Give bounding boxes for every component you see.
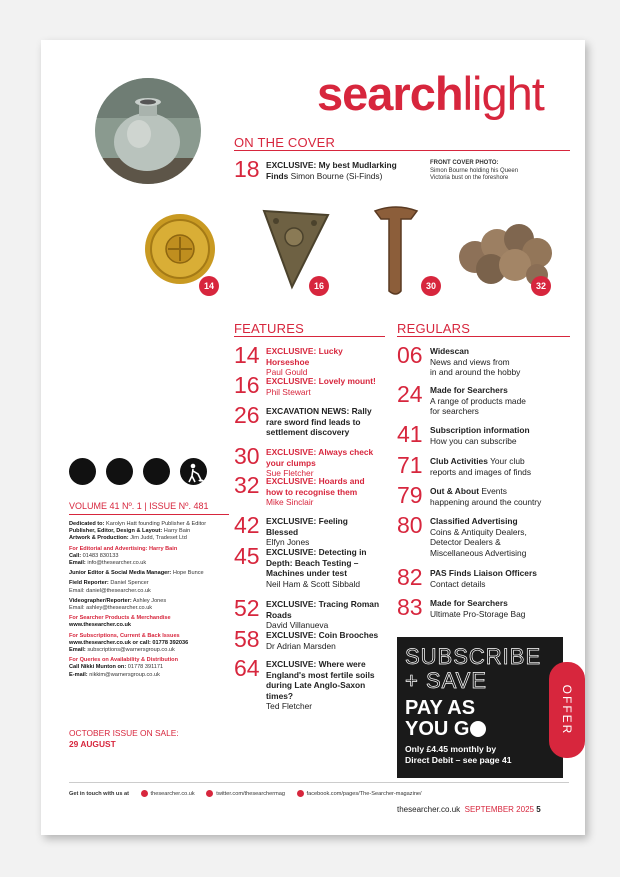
regular-page-number: 24 bbox=[397, 381, 423, 407]
feature-author: Paul Gould bbox=[266, 367, 308, 378]
masthead-label: Junior Editor & Social Media Manager: bbox=[69, 570, 172, 577]
masthead-line bbox=[69, 647, 239, 654]
feature-title[interactable] bbox=[266, 376, 391, 397]
masthead-line bbox=[69, 546, 239, 553]
feature-author: Elfyn Jones bbox=[266, 537, 310, 548]
feature-title-line: Machines under test bbox=[266, 568, 347, 579]
regular-name: Widescan bbox=[430, 346, 470, 356]
regular-desc: Miscellaneous Advertising bbox=[430, 547, 527, 558]
regular-desc: Events bbox=[481, 486, 507, 496]
regular-name: PAS Finds Liaison Officers bbox=[430, 568, 537, 578]
regular-name: Made for Searchers bbox=[430, 598, 508, 608]
feature-title[interactable] bbox=[266, 630, 391, 651]
masthead-line bbox=[69, 598, 239, 605]
feature-title-line: settlement discovery bbox=[266, 427, 350, 438]
regular-desc: reports and images of finds bbox=[430, 466, 532, 477]
feature-page-number: 58 bbox=[234, 626, 260, 652]
cover-item-number: 18 bbox=[234, 156, 260, 182]
divider bbox=[397, 336, 570, 337]
masthead-line bbox=[69, 672, 239, 679]
feature-title-line: Roads bbox=[266, 609, 292, 620]
on-the-cover-heading: ON THE COVER bbox=[234, 135, 336, 150]
feature-title[interactable] bbox=[266, 476, 391, 508]
regular-page-number: 83 bbox=[397, 594, 423, 620]
feature-title[interactable] bbox=[266, 659, 391, 712]
dot-icon bbox=[69, 458, 96, 485]
feature-title-line: Blessed bbox=[266, 526, 299, 537]
feature-page-number: 30 bbox=[234, 443, 260, 469]
masthead-label: Email: bbox=[69, 560, 86, 567]
regular-title[interactable] bbox=[430, 486, 570, 507]
feature-title-line: times? bbox=[266, 690, 293, 701]
feature-page-number: 26 bbox=[234, 402, 260, 428]
masthead-label: Dedicated to: bbox=[69, 521, 105, 527]
divider bbox=[69, 514, 229, 515]
feature-title-line: EXCLUSIVE: Lucky bbox=[266, 346, 343, 356]
divider bbox=[234, 150, 570, 151]
feature-title[interactable] bbox=[266, 447, 391, 479]
regular-page-number: 06 bbox=[397, 342, 423, 368]
subscribe-text: SUBSCRIBE bbox=[405, 644, 542, 669]
masthead-line bbox=[69, 657, 239, 664]
masthead-line bbox=[69, 570, 239, 577]
regular-title[interactable] bbox=[430, 516, 570, 558]
feature-title-line: EXCAVATION NEWS: Rally bbox=[266, 406, 372, 416]
regular-name: Made for Searchers bbox=[430, 385, 508, 395]
masthead-label: www.thesearcher.co.uk bbox=[69, 622, 131, 629]
regular-title[interactable] bbox=[430, 425, 570, 446]
feature-title-line: Horseshoe bbox=[266, 356, 310, 367]
dot-icon bbox=[143, 458, 170, 485]
feature-author: Phil Stewart bbox=[266, 386, 311, 397]
masthead-line bbox=[69, 615, 239, 622]
feature-page-number: 52 bbox=[234, 595, 260, 621]
feature-title-line: your clumps bbox=[266, 457, 316, 468]
masthead-label: www.thesearcher.co.uk or call: 01778 392036 bbox=[69, 639, 189, 646]
page-footer: thesearcher.co.uk SEPTEMBER 2025 5 bbox=[397, 805, 541, 814]
regular-name: Club Activities bbox=[430, 456, 488, 466]
feature-title-line: during Late Anglo-Saxon bbox=[266, 680, 366, 691]
feature-title-line: EXCLUSIVE: Lovely mount! bbox=[266, 376, 376, 386]
masthead-label: Field Reporter: bbox=[69, 580, 109, 587]
thumb-badge: 14 bbox=[199, 276, 219, 296]
masthead-line bbox=[69, 535, 239, 542]
regular-page-number: 82 bbox=[397, 564, 423, 590]
regulars-heading: REGULARS bbox=[397, 321, 471, 336]
regular-desc: News and views from bbox=[430, 356, 510, 367]
masthead-line bbox=[69, 580, 239, 587]
masthead-heading: For Editorial and Advertising: Harry Bain bbox=[69, 545, 178, 552]
cover-photo-pot bbox=[95, 78, 201, 184]
masthead-value: Hope Bunce bbox=[171, 570, 204, 577]
feature-title[interactable] bbox=[266, 346, 391, 378]
feature-page-number: 42 bbox=[234, 512, 260, 538]
divider bbox=[234, 336, 385, 337]
facebook-link[interactable]: facebook.com/pages/The-Searcher-magazine/ bbox=[306, 790, 422, 797]
logo-bold: search bbox=[317, 67, 463, 120]
divider bbox=[69, 782, 569, 783]
regular-desc: in and around the hobby bbox=[430, 367, 521, 378]
features-heading: FEATURES bbox=[234, 321, 304, 336]
regular-title[interactable] bbox=[430, 385, 570, 417]
feature-author: Ted Fletcher bbox=[266, 701, 313, 712]
masthead-value: Ashley Jones bbox=[131, 597, 167, 604]
regular-desc: for searchers bbox=[430, 406, 479, 417]
feature-title-line: England's most fertile soils bbox=[266, 669, 375, 680]
masthead-line bbox=[69, 528, 239, 535]
masthead-value: subscriptions@warnersgroup.co.uk bbox=[85, 647, 175, 654]
masthead-value: 01483 830133 bbox=[81, 552, 119, 559]
feature-page-number: 45 bbox=[234, 543, 260, 569]
masthead-line bbox=[69, 633, 239, 640]
masthead-value: Karolyn Hatt founding Publisher & Editor bbox=[104, 521, 207, 527]
next-issue-on-sale: OCTOBER ISSUE ON SALE: 29 AUGUST bbox=[69, 728, 179, 749]
feature-title-line: EXCLUSIVE: Where were bbox=[266, 659, 366, 669]
feature-title[interactable] bbox=[266, 547, 391, 589]
regular-page-number: 41 bbox=[397, 421, 423, 447]
feature-title-line: EXCLUSIVE: Tracing Roman bbox=[266, 599, 380, 609]
regular-desc: happening around the country bbox=[430, 496, 542, 507]
feature-page-number: 64 bbox=[234, 655, 260, 681]
magazine-page bbox=[41, 40, 585, 835]
regular-title[interactable] bbox=[430, 346, 570, 378]
masthead-label: Artwork & Production: bbox=[69, 535, 129, 542]
thumb-badge: 32 bbox=[531, 276, 551, 296]
regular-page-number: 79 bbox=[397, 482, 423, 508]
feature-author: Neil Ham & Scott Sibbald bbox=[266, 578, 361, 589]
masthead-value: 01778 391171 bbox=[126, 664, 164, 671]
save-text: + SAVE bbox=[405, 668, 488, 693]
website-link[interactable]: thesearcher.co.uk bbox=[150, 790, 195, 797]
feature-title-line: EXCLUSIVE: Always check bbox=[266, 447, 374, 457]
masthead-line bbox=[69, 622, 239, 629]
thumb-badge: 30 bbox=[421, 276, 441, 296]
dot-icon bbox=[106, 458, 133, 485]
feature-title-line: EXCLUSIVE: Coin Brooches bbox=[266, 630, 379, 640]
masthead-value: Daniel Spencer bbox=[108, 580, 149, 587]
regular-name: Subscription information bbox=[430, 425, 530, 435]
feature-author: Sue Fletcher bbox=[266, 468, 314, 479]
regular-desc: Coins & Antiquity Dealers, bbox=[430, 526, 527, 537]
feature-title-line: EXCLUSIVE: Detecting in bbox=[266, 547, 367, 557]
regular-name: Classified Advertising bbox=[430, 516, 518, 526]
facebook-icon bbox=[297, 790, 304, 797]
contact-footer: Get in touch with us at thesearcher.co.uk twitter.com/thesearchermag facebook.com/pages/The-Searcher-magazine/ bbox=[69, 790, 422, 797]
volume-issue: VOLUME 41 Nº. 1 | ISSUE Nº. 481 bbox=[69, 501, 209, 511]
feature-title[interactable] bbox=[266, 406, 391, 438]
masthead-label: Email: bbox=[69, 647, 86, 654]
masthead-value: Email: daniel@thesearcher.co.uk bbox=[69, 587, 151, 594]
detectorist-icon bbox=[180, 458, 207, 485]
masthead-label: Publisher, Editor, Design & Layout: bbox=[69, 528, 163, 535]
masthead-label: E-mail: bbox=[69, 671, 88, 678]
regular-desc: How you can subscribe bbox=[430, 435, 517, 446]
subscribe-price: Only £4.45 monthly by Direct Debit – see page 41 bbox=[405, 744, 512, 765]
masthead-value: Harry Bain bbox=[162, 528, 191, 535]
masthead-heading: For Subscriptions, Current & Back Issues bbox=[69, 632, 180, 639]
feature-title-line: how to recognise them bbox=[266, 486, 358, 497]
masthead-value: nikkim@warnersgroup.co.uk bbox=[87, 671, 160, 678]
logo-light: light bbox=[462, 67, 544, 120]
regular-desc: Ultimate Pro-Storage Bag bbox=[430, 608, 526, 619]
twitter-icon bbox=[206, 790, 213, 797]
masthead-line bbox=[69, 560, 239, 567]
thumb-sword-pommel bbox=[371, 205, 421, 302]
offer-badge: OFFER bbox=[549, 662, 585, 758]
masthead-credits bbox=[69, 521, 239, 679]
cover-item-title: EXCLUSIVE: My best Mudlarking Finds Simon Bourne (Si-Finds) bbox=[266, 160, 397, 181]
regular-desc: Contact details bbox=[430, 578, 486, 589]
masthead-line bbox=[69, 605, 239, 612]
masthead-line bbox=[69, 553, 239, 560]
feature-title[interactable] bbox=[266, 599, 391, 631]
feature-author: Dr Adrian Marsden bbox=[266, 640, 336, 651]
twitter-link[interactable]: twitter.com/thesearchermag bbox=[216, 790, 285, 797]
feature-page-number: 32 bbox=[234, 472, 260, 498]
regular-desc: Detector Dealers & bbox=[430, 537, 501, 548]
feature-title[interactable] bbox=[266, 516, 391, 548]
web-icon bbox=[141, 790, 148, 797]
pay-as-text: PAY AS bbox=[405, 697, 476, 719]
masthead-label: Videographer/Reporter: bbox=[69, 597, 132, 604]
masthead-value: Email: ashley@thesearcher.co.uk bbox=[69, 605, 153, 612]
regular-title[interactable] bbox=[430, 456, 570, 477]
masthead-line bbox=[69, 640, 239, 647]
feature-author: David Villanueva bbox=[266, 620, 329, 631]
regular-title[interactable] bbox=[430, 598, 570, 619]
regular-desc: A range of products made bbox=[430, 395, 526, 406]
regular-desc: Your club bbox=[490, 456, 525, 466]
regular-page-number: 80 bbox=[397, 512, 423, 538]
feature-title-line: Depth: Beach Testing – bbox=[266, 557, 359, 568]
feature-page-number: 16 bbox=[234, 372, 260, 398]
feature-title-line: EXCLUSIVE: Hoards and bbox=[266, 476, 365, 486]
feature-title-line: rare sword find leads to bbox=[266, 416, 361, 427]
masthead-label: Call Nikki Munton on: bbox=[69, 664, 127, 671]
masthead-heading: For Queries on Availability & Distribution bbox=[69, 657, 178, 664]
masthead-label: Call: bbox=[69, 552, 82, 559]
feature-author: Mike Sinclair bbox=[266, 497, 314, 508]
feature-title-line: EXCLUSIVE: Feeling bbox=[266, 516, 348, 526]
front-cover-photo-caption: FRONT COVER PHOTO: Simon Bourne holding his Queen Victoria bust on the foreshore bbox=[430, 160, 519, 182]
subscribe-advert[interactable] bbox=[397, 637, 563, 778]
detectorist-icon bbox=[470, 721, 486, 737]
masthead-line bbox=[69, 664, 239, 671]
masthead-line bbox=[69, 521, 239, 528]
you-go-text: YOU G bbox=[405, 719, 486, 739]
masthead-line bbox=[69, 588, 239, 595]
regular-page-number: 71 bbox=[397, 452, 423, 478]
masthead-heading: For Searcher Products & Merchandise bbox=[69, 615, 171, 622]
regular-title[interactable] bbox=[430, 568, 570, 589]
masthead-value: Jim Judd, Tradeset Ltd bbox=[128, 535, 187, 542]
masthead-value: info@thesearcher.co.uk bbox=[85, 560, 147, 567]
searchlight-logo bbox=[317, 67, 544, 120]
thumb-badge: 16 bbox=[309, 276, 329, 296]
regular-name: Out & About bbox=[430, 486, 479, 496]
feature-page-number: 14 bbox=[234, 342, 260, 368]
